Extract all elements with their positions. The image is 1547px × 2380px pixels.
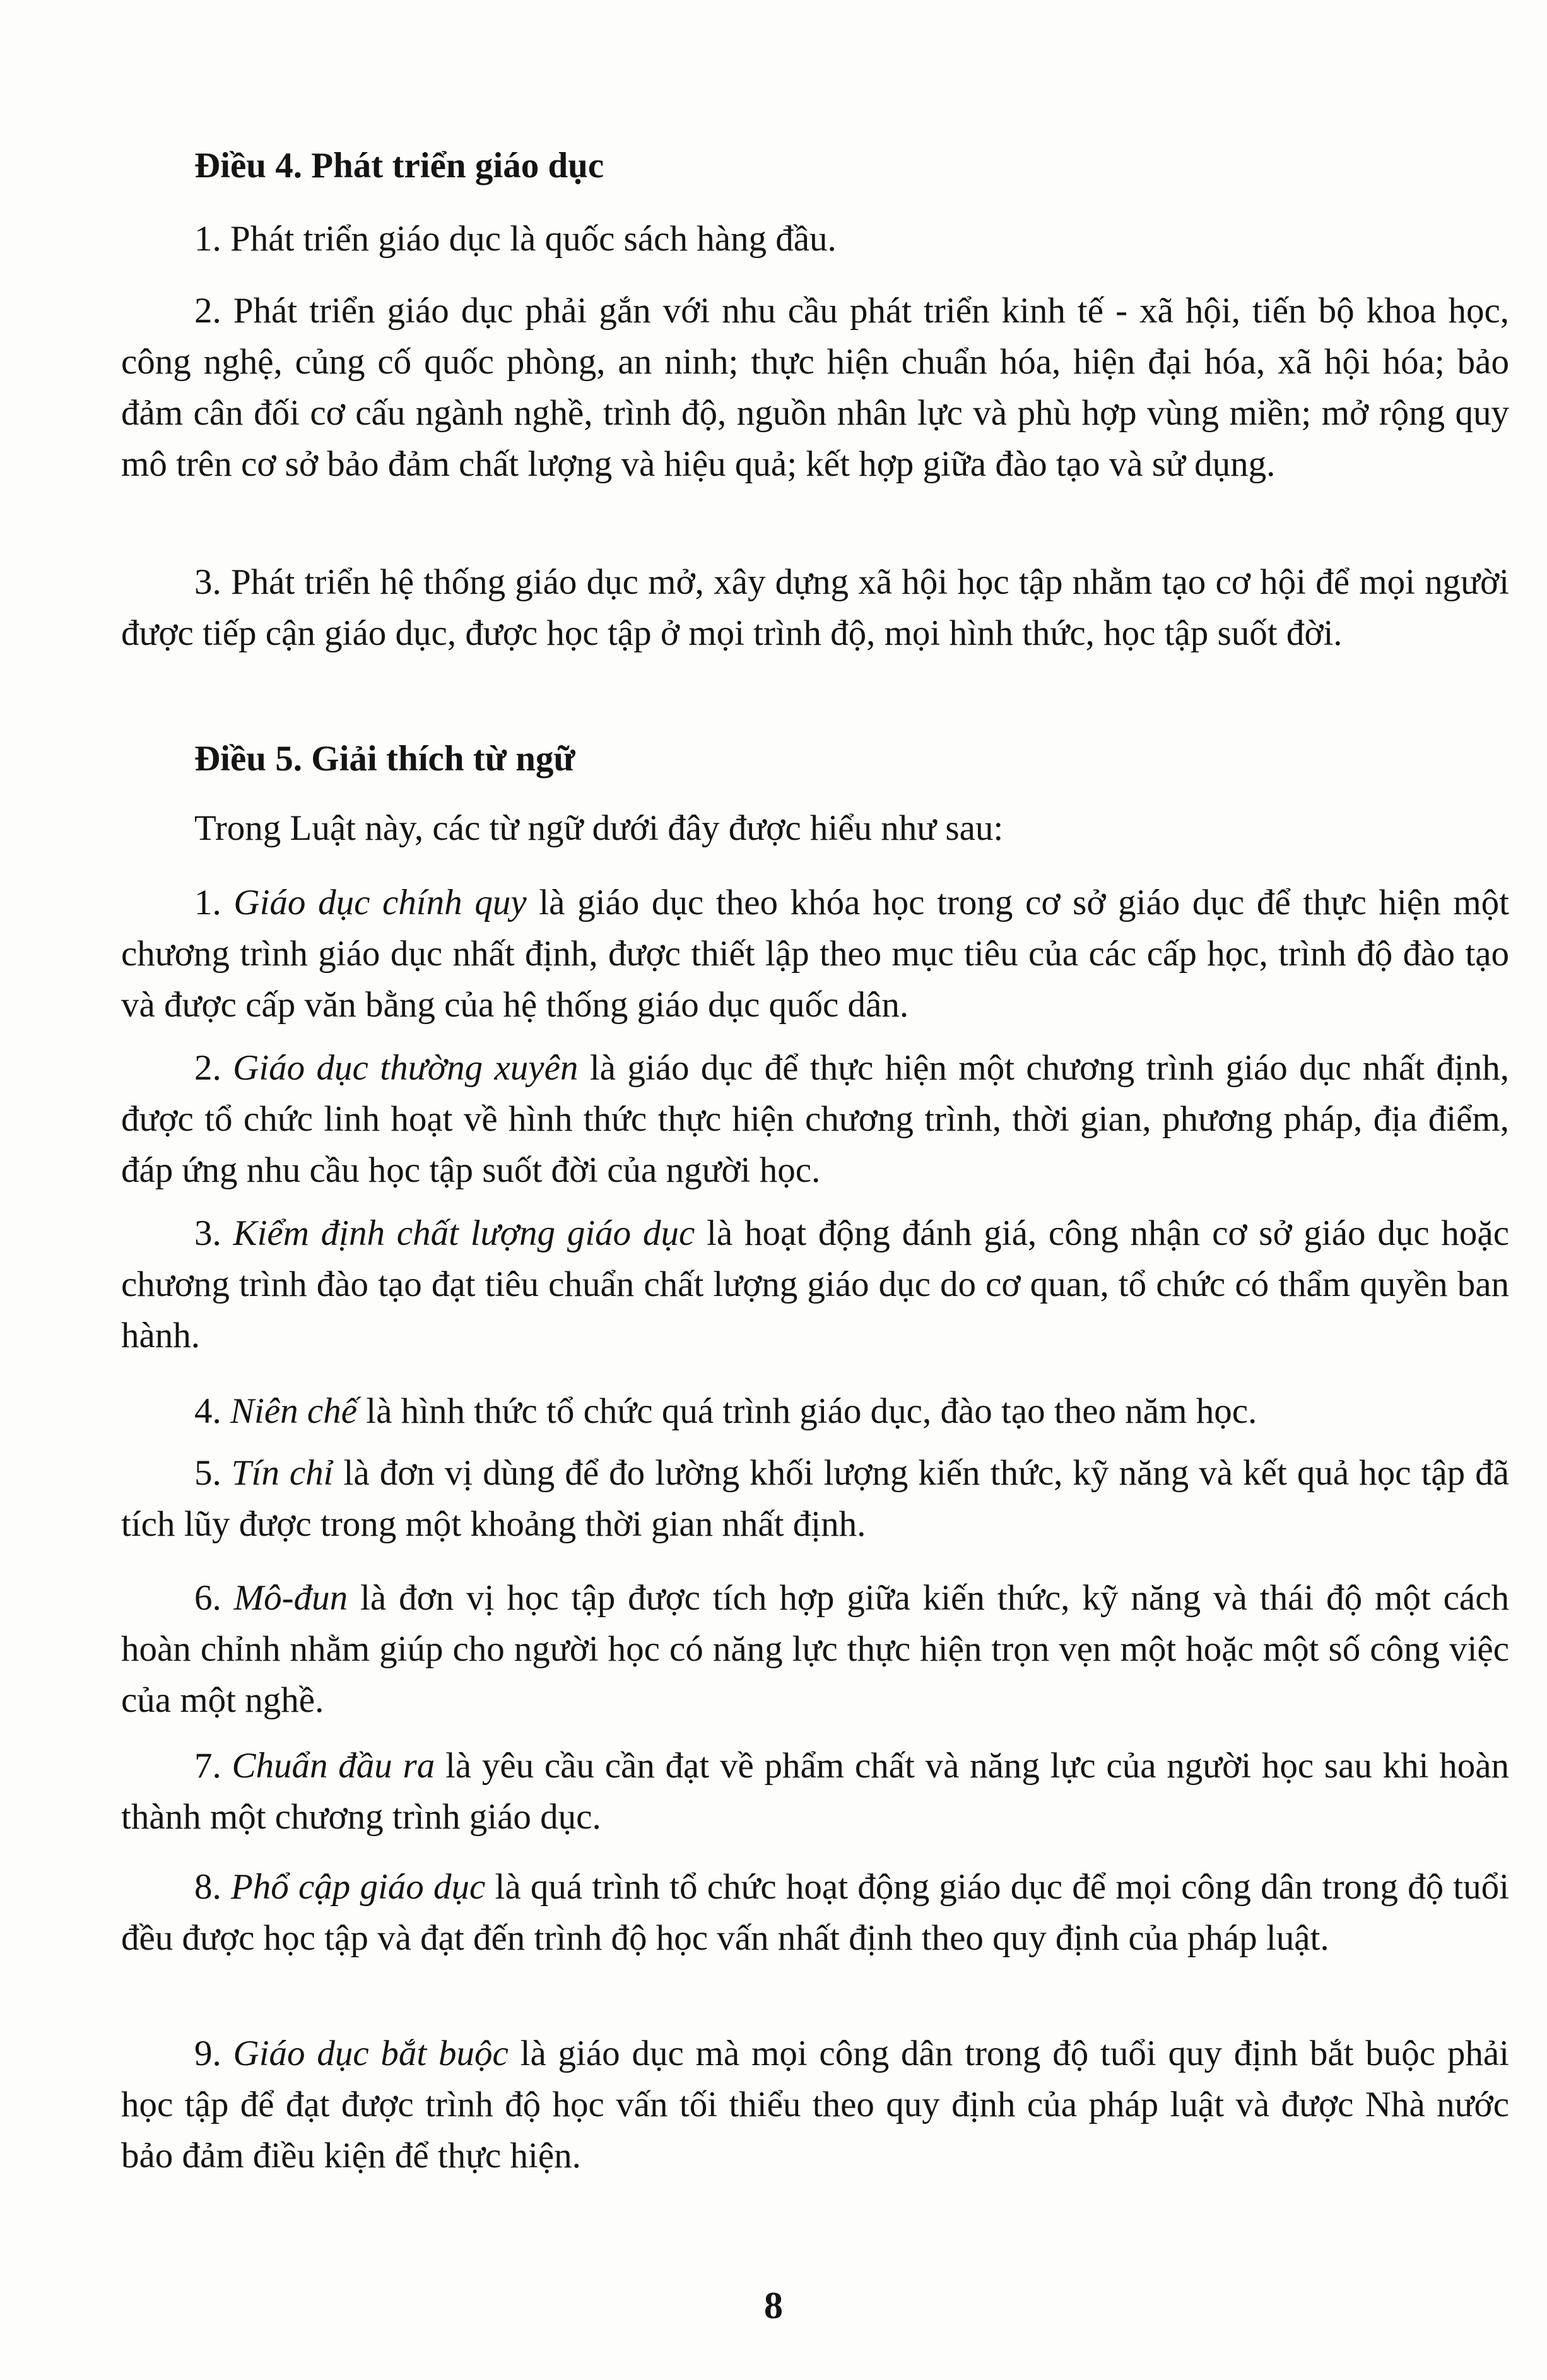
definition-number: 5. (194, 1453, 232, 1493)
definition-number: 1. (194, 883, 234, 922)
page-number: 8 (764, 2285, 783, 2326)
definition-number: 7. (194, 1746, 232, 1786)
definition-5 (121, 1447, 1509, 1550)
definition-text: là giáo dục theo khóa học trong cơ sở giáo dục để thực hiện một chương trình giáo dục nhất định, được thiết lập theo mục tiêu của các cấp học, trình độ đào tạo và được cấp văn bằng của hệ thống giáo dục quốc dân. (121, 883, 1510, 1025)
definition-text: là giáo dục để thực hiện một chương trình giáo dục nhất định, được tổ chức linh hoạt về hình thức thực hiện chương trình, thời gian, phương pháp, địa điểm, đáp ứng nhu cầu học tập suốt đời của người học. (121, 1048, 1510, 1190)
definition-number: 9. (194, 2034, 233, 2073)
definition-text: là giáo dục mà mọi công dân trong độ tuổi quy định bắt buộc phải học tập để đạt được trình độ học vấn tối thiểu theo quy định của pháp luật và được Nhà nước bảo đảm điều kiện để thực hiện. (121, 2034, 1510, 2176)
definition-text: là đơn vị dùng để đo lường khối lượng kiến thức, kỹ năng và kết quả học tập đã tích lũy được trong một khoảng thời gian nhất định. (121, 1453, 1509, 1544)
article-5-intro: Trong Luật này, các từ ngữ dưới đây được hiểu như sau: (194, 808, 1004, 848)
article-5-heading: Điều 5. Giải thích từ ngữ (194, 739, 575, 779)
article-4-heading: Điều 4. Phát triển giáo dục (194, 146, 604, 186)
definition-7 (121, 1740, 1509, 1842)
definition-term: Tín chỉ (231, 1453, 334, 1493)
definition-text: là yêu cầu cần đạt về phẩm chất và năng lực của người học sau khi hoàn thành một chương trình giáo dục. (121, 1746, 1510, 1837)
definition-term: Giáo dục chính quy (233, 883, 527, 922)
definition-term: Phổ cập giáo dục (230, 1867, 486, 1907)
definition-number: 8. (194, 1867, 231, 1907)
article-4-item-3: 3. Phát triển hệ thống giáo dục mở, xây dựng xã hội học tập nhằm tạo cơ hội để mọi người được tiếp cận giáo dục, được học tập ở mọi trình độ, mọi hình thức, học tập suốt đời. (121, 562, 1509, 653)
definition-8 (121, 1861, 1509, 1964)
definition-term: Mô-đun (233, 1578, 348, 1618)
definition-6 (121, 1572, 1509, 1726)
definition-term: Kiểm định chất lượng giáo dục (233, 1213, 695, 1253)
definition-number: 3. (194, 1213, 233, 1253)
definition-3 (121, 1208, 1509, 1361)
definition-4 (121, 1386, 1509, 1437)
definition-number: 4. (194, 1391, 230, 1431)
article-4-item-1: 1. Phát triển giáo dục là quốc sách hàng đầu. (194, 219, 837, 259)
definition-text: là hoạt động đánh giá, công nhận cơ sở giáo dục hoặc chương trình đào tạo đạt tiêu chuẩn chất lượng giáo dục do cơ quan, tổ chức có thẩm quyền ban hành. (121, 1213, 1510, 1355)
definition-text: là đơn vị học tập được tích hợp giữa kiến thức, kỹ năng và thái độ một cách hoàn chỉnh nhằm giúp cho người học có năng lực thực hiện trọn vẹn một hoặc một số công việc của một nghề. (121, 1578, 1509, 1720)
definition-number: 6. (194, 1578, 234, 1618)
definition-term: Niên chế (230, 1391, 358, 1431)
definition-term: Chuẩn đầu ra (232, 1746, 435, 1786)
definition-2 (121, 1042, 1509, 1196)
definition-term: Giáo dục bắt buộc (233, 2034, 509, 2073)
definition-1 (121, 877, 1509, 1030)
definition-text: là hình thức tổ chức quá trình giáo dục, đào tạo theo năm học. (357, 1391, 1257, 1431)
definition-text: là quá trình tổ chức hoạt động giáo dục để mọi công dân trong độ tuổi đều được học tập và đạt đến trình độ học vấn nhất định theo quy định của pháp luật. (121, 1867, 1509, 1958)
article-4-item-2: 2. Phát triển giáo dục phải gắn với nhu cầu phát triển kinh tế - xã hội, tiến bộ khoa học, công nghệ, củng cố quốc phòng, an ninh; thực hiện chuẩn hóa, hiện đại hóa, xã hội hóa; bảo đảm cân đối cơ cấu ngành nghề, trình độ, nguồn nhân lực và phù hợp vùng miền; mở rộng quy mô trên cơ sở bảo đảm chất lượng và hiệu quả; kết hợp giữa đào tạo và sử dụng. (121, 291, 1509, 484)
definition-9 (121, 2028, 1509, 2181)
definition-number: 2. (194, 1048, 233, 1088)
definition-term: Giáo dục thường xuyên (233, 1048, 579, 1088)
